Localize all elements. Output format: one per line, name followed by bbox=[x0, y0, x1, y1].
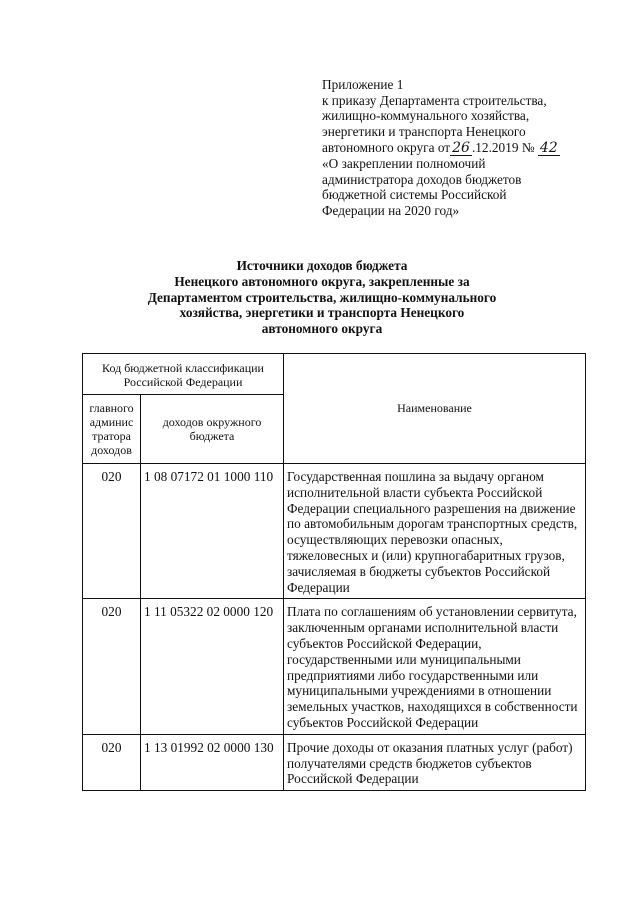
title-line: автономного округа bbox=[261, 321, 383, 337]
cell-admin-code: 020 bbox=[83, 734, 141, 790]
cell-income-code: 1 11 05322 02 0000 120 bbox=[141, 599, 284, 734]
appendix-line: администратора доходов бюджетов bbox=[322, 171, 522, 187]
handwritten-order-number: 42 bbox=[539, 139, 558, 156]
cell-name: Государственная пошлина за выдачу органом исполнительной власти субъекта Российской Федерации специального разрешения на движение по автомобильным дорогам транспортных средств, осуществляющих перевозки опасных, тяжеловесных и (или) крупногабаритных грузов, зачисляемая в бюджеты субъектов Российской Федерации bbox=[284, 464, 586, 599]
cell-income-code: 1 08 07172 01 1000 110 bbox=[141, 464, 284, 599]
appendix-line: энергетики и транспорта Ненецкого bbox=[322, 124, 526, 140]
table-row bbox=[83, 464, 586, 599]
appendix-date-middle: .12.2019 № bbox=[471, 139, 535, 155]
header-district-budget-income: доходов окружного бюджета bbox=[141, 395, 284, 464]
appendix-order-date-line bbox=[322, 140, 622, 156]
table-row bbox=[83, 734, 586, 790]
revenue-sources-table bbox=[82, 353, 586, 791]
title-line: Ненецкого автономного округа, закрепленные за bbox=[174, 273, 470, 289]
appendix-line: Федерации на 2020 год» bbox=[322, 202, 460, 218]
appendix-line: «О закреплении полномочий bbox=[322, 155, 486, 171]
appendix-line: к приказу Департамента строительства, bbox=[322, 92, 547, 108]
header-budget-classification-code: Код бюджетной классификации Российской Федерации bbox=[83, 354, 284, 395]
appendix-line: бюджетной системы Российской bbox=[322, 187, 507, 203]
document-title bbox=[60, 258, 584, 337]
cell-income-code: 1 13 01992 02 0000 130 bbox=[141, 734, 284, 790]
appendix-block bbox=[322, 77, 622, 219]
appendix-line: жилищно-коммунального хозяйства, bbox=[322, 108, 530, 124]
cell-name: Плата по соглашениям об установлении сервитута, заключенным органами исполнительной власти субъектов Российской Федерации, государственными или муниципальными предприятиями либо государственными или муниципальными учреждениями в отношении земельных участков, находящихся в собственности субъектов Российской Федерации bbox=[284, 599, 586, 734]
cell-admin-code: 020 bbox=[83, 599, 141, 734]
cell-admin-code: 020 bbox=[83, 464, 141, 599]
title-line: Источники доходов бюджета bbox=[236, 258, 408, 273]
title-line: хозяйства, энергетики и транспорта Ненецкого bbox=[179, 305, 465, 321]
table-row bbox=[83, 599, 586, 734]
header-name: Наименование bbox=[284, 354, 586, 464]
handwritten-day: 26 bbox=[452, 139, 470, 156]
header-chief-administrator: главного админис тратора доходов bbox=[83, 395, 141, 464]
cell-name: Прочие доходы от оказания платных услуг (работ) получателями средств бюджетов субъектов Российской Федерации bbox=[284, 734, 586, 790]
title-line: Департаментом строительства, жилищно-коммунального bbox=[147, 289, 497, 305]
table-header-row bbox=[83, 354, 586, 395]
appendix-line: Приложение 1 bbox=[322, 77, 404, 92]
appendix-date-prefix: автономного округа от bbox=[322, 139, 451, 155]
